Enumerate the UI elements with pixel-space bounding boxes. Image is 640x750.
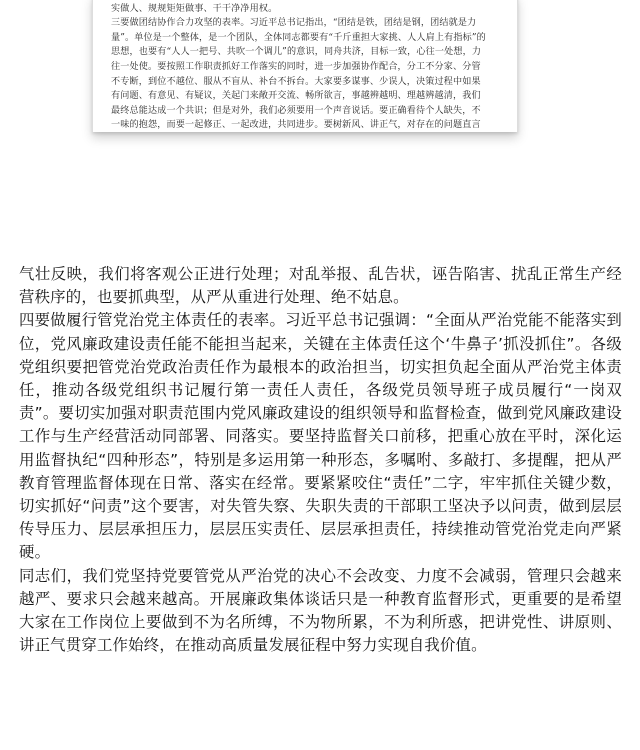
scan-line: 思想，也要有“人人一把号、共吹一个调儿”的意识，同舟共济，目标一致，心往一处想，力 — [111, 47, 482, 58]
scan-line: 最终总能达成一个共识；但是对外，我们必须要用一个声音说话。要正确看待个人缺失，不 — [111, 105, 481, 116]
paragraph-2: 四要做履行管党治党主体责任的表率。习近平总书记强调：“全面从严治党能不能落实到位，党风廉政建设责任能不能担当起来，关键在主体责任这个‘牛鼻子’抓没抓住”。各级党组织要把管党治党政治责任作为最根本的政治担当，切实担负起全面从严治党主体责任，推动各级党组织书记履行第一责任人责任，各级党员领导班子成员履行“一岗双责”。要切实加强对职责范围内党风廉政建设的组织领导和监督检查，做到党风廉政建设工作与生产经营活动同部署、同落实。要坚持监督关口前移，把重心放在平时，深化运用监督执纪“四种形态”，特别是多运用第一种形态，多嘱咐、多敲打、多提醒，把从严教育管理监督体现在日常、落实在经常。要紧紧咬住“责任”二字，牢牢抓住关键少数，切实抓好“问责”这个要害，对失管失察、失职失责的干部职工坚决予以问责，做到层层传导压力、层层承担压力，层层压实责任、层层承担责任，持续推动管党治党走向严紧硬。 — [19, 311, 622, 562]
scan-line: 量”。单位是一个整体，是一个团队，全体同志都要有“千斤重担大家挑、人人肩上有指标”的 — [111, 32, 486, 43]
scan-line: 有问题、有意见、有疑议，关起门来敞开交流、畅所欲言，事越辨越明、理越辨越清，我们 — [111, 91, 481, 102]
scanned-page-text — [111, 0, 501, 132]
scanned-page — [92, 0, 518, 132]
scan-line: 不专断，到位不越位、服从不盲从、补台不拆台。大家要多谋事、少误人，决策过程中如果 — [111, 76, 481, 87]
scan-line: 一味的抱怨，而要一起修正、一起改进，共同进步。要树新风、讲正气，对存在的问题直言 — [111, 120, 481, 131]
paragraph-3: 同志们，我们党坚持党要管党从严治党的决心不会改变、力度不会减弱，管理只会越来越严、要求只会越来越高。开展廉政集体谈话只是一种教育监督形式，更重要的是希望大家在工作岗位上要做到不为名所缚，不为物所累，不为利所惑，把讲党性、讲原则、讲正气贯穿工作始终，在推动高质量发展征程中努力实现自我价值。 — [19, 566, 622, 655]
scan-line: 三要做团结协作合力攻坚的表率。习近平总书记指出，“团结是铁，团结是钢，团结就是力 — [111, 18, 477, 29]
scan-line: 实做人、规规矩矩做事、干干净净用权。 — [111, 3, 278, 14]
scanned-document-image — [0, 0, 640, 160]
article-body — [19, 263, 622, 657]
paragraph-1: 气壮反映，我们将客观公正进行处理；对乱举报、乱告状，诬告陷害、扰乱正常生产经营秩序的，也要抓典型，从严从重进行处理、绝不姑息。 — [19, 265, 622, 307]
scan-line: 往一处使。要按照工作职责抓好工作落实的同时，进一步加强协作配合，分工不分家、分管 — [111, 61, 481, 72]
